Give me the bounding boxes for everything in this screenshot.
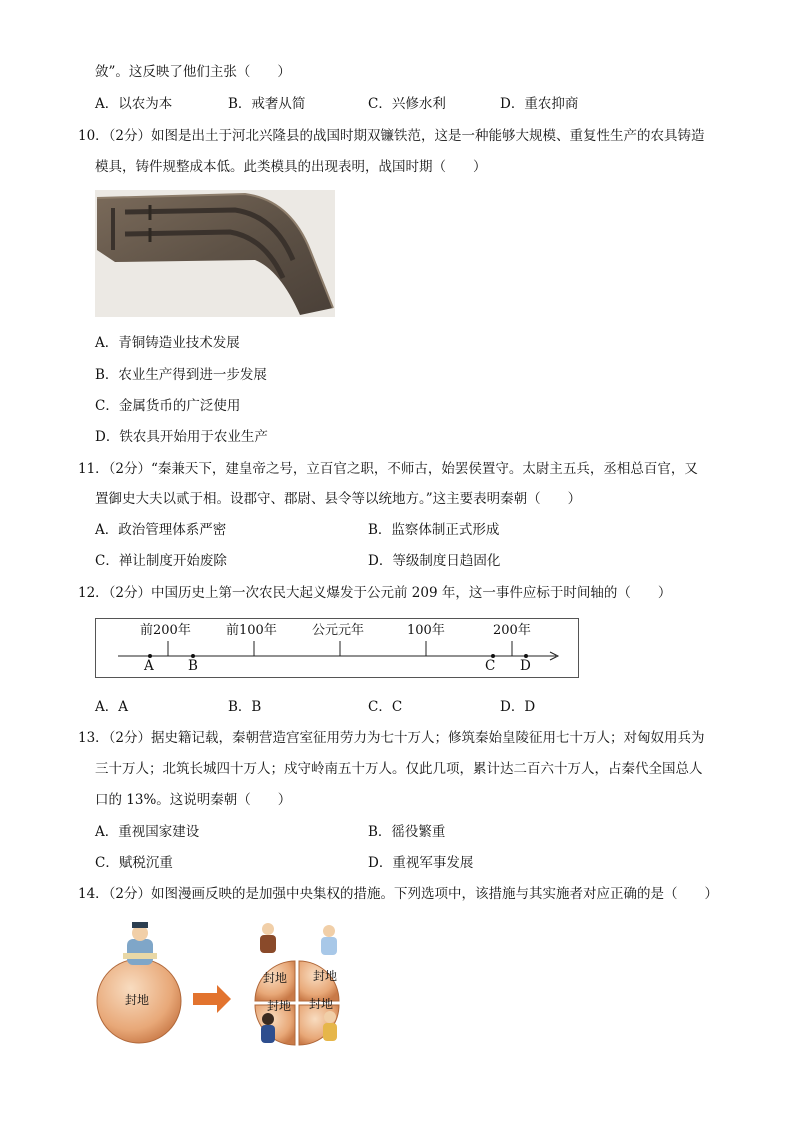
q10-option-b[interactable]: B．农业生产得到进一步发展 [95,367,267,383]
q9-stem-tail: 敛”。这反映了他们主张（ ） [95,64,291,80]
tick-label-100bc: 前100年 [226,623,277,638]
tick-label-200ad: 200年 [493,623,531,638]
q10-option-c[interactable]: C．金属货币的广泛使用 [95,398,241,414]
q13-stem-line2: 三十万人；北筑长城四十万人；戍守岭南五十万人。仅此几项，累计达二百六十万人，占秦代全国总人 [95,761,703,777]
q11-option-b[interactable]: B．监察体制正式形成 [368,522,500,538]
q12-stem: 12．（2分）中国历史上第一次农民大起义爆发于公元前 209 年，这一事件应标于时间轴的（ ） [78,585,672,601]
q9-option-b[interactable]: B．戒奢从简 [228,96,306,112]
tick-label-year-1: 公元元年 [312,623,365,638]
q9-option-a[interactable]: A．以农为本 [95,96,173,112]
q12-option-c[interactable]: C．C [368,699,403,715]
fief-label-top-left: 封地 [263,971,288,985]
q10-stem-line1: 10．（2分）如图是出土于河北兴隆县的战国时期双镰铁范，这是一种能够大规模、重复性生产的农具铸造 [78,128,705,144]
q10-stem-line2: 模具，铸件规整成本低。此类模具的出现表明，战国时期（ ） [95,159,487,175]
fief-label-bottom-right: 封地 [309,997,334,1011]
q13-option-b[interactable]: B．徭役繁重 [368,824,446,840]
point-c-label: C [485,658,496,674]
q14-stem: 14．（2分）如图漫画反映的是加强中央集权的措施。下列选项中，该措施与其实施者对应正确的是（ ） [78,886,719,902]
q13-option-a[interactable]: A．重视国家建设 [95,824,200,840]
q9-option-c[interactable]: C．兴修水利 [368,96,446,112]
q13-option-d[interactable]: D．重视军事发展 [368,855,474,871]
timeline-figure [95,618,579,678]
tick-label-200bc: 前200年 [140,623,191,638]
fief-label-top-right: 封地 [313,969,338,983]
q13-stem-line1: 13．（2分）据史籍记载，秦朝营造宫室征用劳力为七十万人；修筑秦始皇陵征用七十万人；对匈奴用兵为 [78,730,705,746]
q11-stem-line1: 11．（2分）“秦兼天下，建皇帝之号，立百官之职，不师古，始罢侯置守。太尉主五兵，丞相总百官，又 [78,461,698,477]
point-b-label: B [188,658,198,674]
point-a-label: A [144,658,154,674]
point-d-label: D [520,658,531,674]
q10-option-a[interactable]: A．青铜铸造业技术发展 [95,335,240,351]
q11-stem-line2: 置御史大夫以贰于相。设郡守、郡尉、县令等以统地方。”这主要表明秦朝（ ） [95,491,582,507]
q9-option-d[interactable]: D．重农抑商 [500,96,579,112]
big-fief-label: 封地 [125,993,150,1007]
q12-option-b[interactable]: B．B [228,699,262,715]
fief-division-cartoon [95,913,357,1048]
q12-option-d[interactable]: D．D [500,699,536,715]
q11-option-c[interactable]: C．禅让制度开始废除 [95,553,227,569]
tick-label-100ad: 100年 [407,623,445,638]
fief-label-bottom-left: 封地 [267,999,292,1013]
q13-stem-line3: 口的 13%。这说明秦朝（ ） [95,792,292,808]
q10-option-d[interactable]: D．铁农具开始用于农业生产 [95,429,268,445]
q13-option-c[interactable]: C．赋税沉重 [95,855,173,871]
q11-option-a[interactable]: A．政治管理体系严密 [95,522,227,538]
q12-option-a[interactable]: A．A [95,699,128,715]
q11-option-d[interactable]: D．等级制度日趋固化 [368,553,501,569]
iron-sickle-mold-photo [95,190,335,317]
